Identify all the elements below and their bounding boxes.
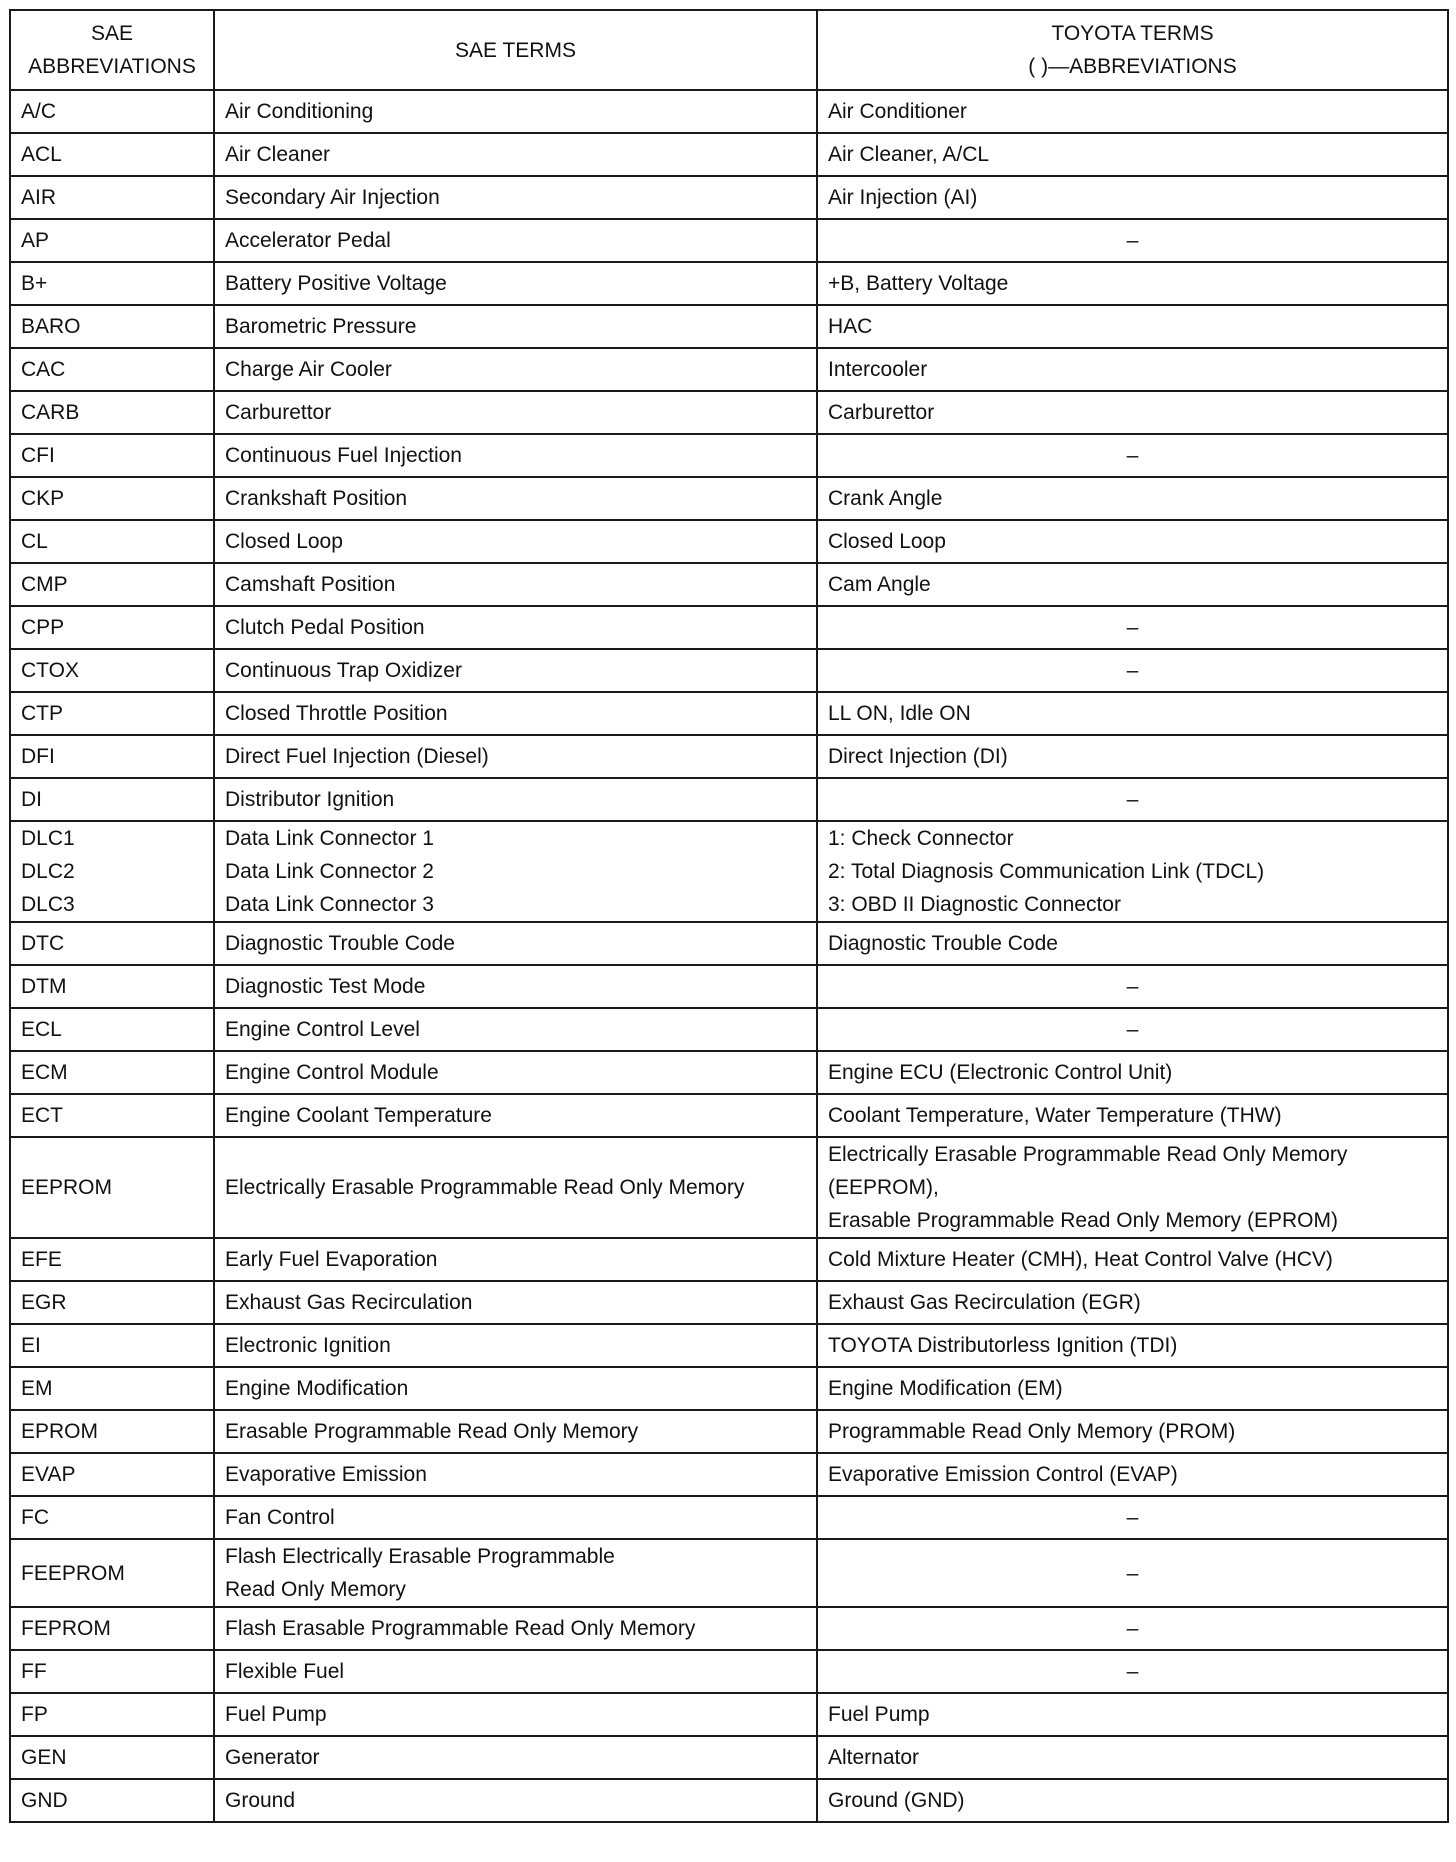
cell-text: Ground (GND) [828,1789,965,1812]
sae-term-cell [214,133,817,176]
cell-text: Air Injection (AI) [828,186,978,209]
abbreviation-cell [10,563,214,606]
cell-text: CPP [21,616,65,639]
abbreviation-cell [10,965,214,1008]
toyota-term-cell [817,692,1448,735]
cell-text: Generator [225,1746,320,1769]
cell-text: FC [21,1506,49,1529]
cell-text: DLC1 [21,827,75,850]
cell-text: Clutch Pedal Position [225,616,425,639]
table-row [10,1410,1448,1453]
toyota-term-cell [817,1137,1448,1238]
cell-text: Cam Angle [828,573,931,596]
cell-text: Closed Loop [828,530,946,553]
cell-text: 3: OBD II Diagnostic Connector [828,893,1121,916]
toyota-term-cell [817,1607,1448,1650]
sae-term-cell [214,305,817,348]
cell-text: BARO [21,315,81,338]
abbreviation-cell [10,1453,214,1496]
cell-text: Flash Electrically Erasable Programmable [225,1545,615,1568]
toyota-term-cell [817,477,1448,520]
cell-text: Charge Air Cooler [225,358,392,381]
toyota-term-cell [817,778,1448,821]
toyota-term-cell [817,649,1448,692]
cell-text: Air Conditioning [225,100,374,123]
toyota-term-cell [817,1539,1448,1607]
table-row [10,1736,1448,1779]
cell-text: 2: Total Diagnosis Communication Link (TDCL) [828,860,1265,883]
sae-term-cell [214,219,817,262]
cell-text: CAC [21,358,66,381]
toyota-term-cell [817,262,1448,305]
cell-text: Evaporative Emission [225,1463,427,1486]
cell-text: Programmable Read Only Memory (PROM) [828,1420,1236,1443]
toyota-term-cell [817,133,1448,176]
toyota-term-cell [817,1496,1448,1539]
cell-text: Diagnostic Trouble Code [828,932,1058,955]
cell-text: ECT [21,1104,63,1127]
toyota-term-cell [817,305,1448,348]
cell-text: AP [21,229,50,252]
table-row [10,1367,1448,1410]
toyota-term-cell [817,1453,1448,1496]
cell-text: Direct Injection (DI) [828,745,1008,768]
abbreviation-cell [10,262,214,305]
sae-term-cell [214,1539,817,1607]
cell-text: EI [21,1334,41,1357]
sae-term-cell [214,1137,817,1238]
table-row [10,219,1448,262]
toyota-term-cell [817,391,1448,434]
abbreviation-cell [10,133,214,176]
toyota-term-cell [817,219,1448,262]
cell-text: Data Link Connector 1 [225,827,434,850]
cell-text: – [1126,1617,1139,1640]
header-line: SAE [90,22,134,45]
toyota-term-cell [817,1736,1448,1779]
cell-text: – [1126,616,1139,639]
header-sae-abbreviations [10,10,214,90]
cell-text: Closed Loop [225,530,343,553]
table-row [10,1281,1448,1324]
cell-text: Air Cleaner, A/CL [828,143,990,166]
abbreviation-cell [10,1607,214,1650]
sae-term-cell [214,1453,817,1496]
table-row [10,821,1448,922]
cell-text: FF [21,1660,47,1683]
cell-text: EFE [21,1248,62,1271]
cell-text: DI [21,788,42,811]
abbreviation-cell [10,821,214,922]
table-row [10,606,1448,649]
cell-text: FEPROM [21,1617,111,1640]
table-row [10,176,1448,219]
header-sae-terms [214,10,817,90]
sae-term-cell [214,606,817,649]
toyota-term-cell [817,1324,1448,1367]
table-row [10,649,1448,692]
sae-term-cell [214,563,817,606]
table-row [10,563,1448,606]
table-row [10,434,1448,477]
cell-text: – [1126,444,1139,467]
table-body [10,90,1448,1822]
cell-text: DLC3 [21,893,75,916]
sae-term-cell [214,1367,817,1410]
table-row [10,922,1448,965]
table-row [10,477,1448,520]
abbreviation-cell [10,778,214,821]
table-row [10,1650,1448,1693]
cell-text: Read Only Memory [225,1578,406,1601]
header-line: ABBREVIATIONS [28,55,196,78]
cell-text: Early Fuel Evaporation [225,1248,438,1271]
cell-text: Crankshaft Position [225,487,408,510]
cell-text: Carburettor [828,401,935,424]
toyota-term-cell [817,1281,1448,1324]
sae-term-cell [214,649,817,692]
cell-text: LL ON, Idle ON [828,702,971,725]
cell-text: Secondary Air Injection [225,186,440,209]
cell-text: Fuel Pump [828,1703,930,1726]
sae-term-cell [214,1094,817,1137]
table-row [10,778,1448,821]
abbreviation-cell [10,90,214,133]
toyota-term-cell [817,1051,1448,1094]
cell-text: HAC [828,315,873,338]
abbreviation-cell [10,1238,214,1281]
table-row [10,1453,1448,1496]
cell-text: Electronic Ignition [225,1334,391,1357]
table-row [10,965,1448,1008]
header-row [10,10,1448,90]
abbreviations-table [9,9,1449,1823]
toyota-term-cell [817,1693,1448,1736]
cell-text: Erasable Programmable Read Only Memory [225,1420,639,1443]
cell-text: Engine Modification (EM) [828,1377,1063,1400]
table-row [10,1607,1448,1650]
sae-term-cell [214,262,817,305]
table-row [10,1539,1448,1607]
cell-text: GND [21,1789,68,1812]
toyota-term-cell [817,563,1448,606]
table-row [10,1137,1448,1238]
abbreviation-cell [10,1008,214,1051]
cell-text: EVAP [21,1463,76,1486]
cell-text: +B, Battery Voltage [828,272,1009,295]
abbreviation-cell [10,1281,214,1324]
table-row [10,133,1448,176]
toyota-term-cell [817,821,1448,922]
abbreviation-cell [10,1539,214,1607]
abbreviation-cell [10,1094,214,1137]
cell-text: CTP [21,702,63,725]
cell-text: – [1126,975,1139,998]
cell-text: Continuous Fuel Injection [225,444,462,467]
sae-term-cell [214,965,817,1008]
header-line: ( )—ABBREVIATIONS [1028,55,1237,78]
cell-text: Camshaft Position [225,573,396,596]
cell-text: Cold Mixture Heater (CMH), Heat Control Valve (HCV) [828,1248,1333,1271]
cell-text: Battery Positive Voltage [225,272,447,295]
cell-text: – [1126,1506,1139,1529]
sae-term-cell [214,176,817,219]
cell-text: Engine Modification [225,1377,409,1400]
cell-text: Evaporative Emission Control (EVAP) [828,1463,1178,1486]
abbreviation-cell [10,922,214,965]
abbreviation-cell [10,1736,214,1779]
sae-term-cell [214,1779,817,1822]
cell-text: ECL [21,1018,62,1041]
cell-text: Data Link Connector 2 [225,860,434,883]
table-row [10,692,1448,735]
abbreviation-cell [10,1324,214,1367]
cell-text: Exhaust Gas Recirculation (EGR) [828,1291,1141,1314]
cell-text: Fuel Pump [225,1703,327,1726]
sae-term-cell [214,391,817,434]
abbreviation-cell [10,692,214,735]
toyota-term-cell [817,1008,1448,1051]
cell-text: Engine ECU (Electronic Control Unit) [828,1061,1173,1084]
abbreviation-cell [10,434,214,477]
cell-text: CFI [21,444,55,467]
table-row [10,305,1448,348]
cell-text: ECM [21,1061,68,1084]
abbreviation-cell [10,348,214,391]
cell-text: – [1126,1660,1139,1683]
cell-text: FP [21,1703,48,1726]
abbreviation-cell [10,520,214,563]
cell-text: (EEPROM), [828,1176,939,1199]
cell-text: Exhaust Gas Recirculation [225,1291,473,1314]
cell-text: ACL [21,143,62,166]
cell-text: Electrically Erasable Programmable Read Only Memory [828,1143,1348,1166]
abbreviation-cell [10,176,214,219]
table-row [10,90,1448,133]
sae-term-cell [214,520,817,563]
cell-text: AIR [21,186,57,209]
abbreviation-cell [10,1410,214,1453]
table-header [10,10,1448,90]
abbreviation-sheet [9,9,1447,1823]
cell-text: Accelerator Pedal [225,229,391,252]
cell-text: Erasable Programmable Read Only Memory (EPROM) [828,1209,1338,1232]
cell-text: EPROM [21,1420,99,1443]
sae-term-cell [214,922,817,965]
table-row [10,348,1448,391]
cell-text: Electrically Erasable Programmable Read Only Memory [225,1176,745,1199]
sae-term-cell [214,1693,817,1736]
toyota-term-cell [817,965,1448,1008]
cell-text: EEPROM [21,1176,113,1199]
abbreviation-cell [10,649,214,692]
cell-text: Barometric Pressure [225,315,417,338]
sae-term-cell [214,348,817,391]
sae-term-cell [214,1324,817,1367]
toyota-term-cell [817,1238,1448,1281]
cell-text: Crank Angle [828,487,943,510]
sae-term-cell [214,692,817,735]
cell-text: – [1126,1018,1139,1041]
sae-term-cell [214,735,817,778]
abbreviation-cell [10,305,214,348]
abbreviation-cell [10,735,214,778]
cell-text: EM [21,1377,53,1400]
abbreviation-cell [10,1051,214,1094]
toyota-term-cell [817,1367,1448,1410]
header-toyota-terms [817,10,1448,90]
toyota-term-cell [817,922,1448,965]
cell-text: Direct Fuel Injection (Diesel) [225,745,489,768]
cell-text: Air Conditioner [828,100,967,123]
cell-text: Air Cleaner [225,143,331,166]
abbreviation-cell [10,1137,214,1238]
cell-text: Diagnostic Trouble Code [225,932,455,955]
toyota-term-cell [817,1410,1448,1453]
cell-text: CTOX [21,659,79,682]
cell-text: Engine Control Level [225,1018,420,1041]
table-row [10,262,1448,305]
toyota-term-cell [817,735,1448,778]
header-line: TOYOTA TERMS [1051,22,1214,45]
cell-text: Coolant Temperature, Water Temperature (THW) [828,1104,1282,1127]
toyota-term-cell [817,1650,1448,1693]
table-row [10,1324,1448,1367]
table-row [10,1693,1448,1736]
toyota-term-cell [817,1779,1448,1822]
cell-text: – [1126,229,1139,252]
cell-text: GEN [21,1746,67,1769]
cell-text: Engine Coolant Temperature [225,1104,492,1127]
cell-text: Ground [225,1789,296,1812]
table-row [10,520,1448,563]
sae-term-cell [214,90,817,133]
table-row [10,1051,1448,1094]
toyota-term-cell [817,434,1448,477]
abbreviation-cell [10,1779,214,1822]
cell-text: DLC2 [21,860,75,883]
cell-text: Continuous Trap Oxidizer [225,659,462,682]
table-row [10,1496,1448,1539]
sae-term-cell [214,821,817,922]
sae-term-cell [214,1008,817,1051]
cell-text: Intercooler [828,358,928,381]
sae-term-cell [214,434,817,477]
abbreviation-cell [10,606,214,649]
toyota-term-cell [817,606,1448,649]
cell-text: Fan Control [225,1506,335,1529]
cell-text: Engine Control Module [225,1061,439,1084]
abbreviation-cell [10,1650,214,1693]
table-row [10,1779,1448,1822]
toyota-term-cell [817,1094,1448,1137]
table-row [10,391,1448,434]
sae-term-cell [214,477,817,520]
cell-text: 1: Check Connector [828,827,1014,850]
cell-text: CMP [21,573,68,596]
sae-term-cell [214,778,817,821]
sae-term-cell [214,1410,817,1453]
table-row [10,1238,1448,1281]
sae-term-cell [214,1496,817,1539]
toyota-term-cell [817,176,1448,219]
cell-text: Distributor Ignition [225,788,395,811]
cell-text: Closed Throttle Position [225,702,448,725]
abbreviation-cell [10,477,214,520]
cell-text: Carburettor [225,401,332,424]
cell-text: – [1126,788,1139,811]
cell-text: Diagnostic Test Mode [225,975,426,998]
sae-term-cell [214,1736,817,1779]
cell-text: CL [21,530,48,553]
sae-term-cell [214,1607,817,1650]
table-row [10,735,1448,778]
cell-text: DFI [21,745,55,768]
cell-text: Data Link Connector 3 [225,893,434,916]
toyota-term-cell [817,520,1448,563]
toyota-term-cell [817,348,1448,391]
cell-text: A/C [21,100,57,123]
cell-text: EGR [21,1291,67,1314]
sae-term-cell [214,1051,817,1094]
toyota-term-cell [817,90,1448,133]
cell-text: Alternator [828,1746,920,1769]
sae-term-cell [214,1650,817,1693]
cell-text: – [1126,659,1139,682]
sae-term-cell [214,1281,817,1324]
sae-term-cell [214,1238,817,1281]
abbreviation-cell [10,1693,214,1736]
cell-text: TOYOTA Distributorless Ignition (TDI) [828,1334,1178,1357]
abbreviation-cell [10,1367,214,1410]
cell-text: CARB [21,401,80,424]
header-line: SAE TERMS [455,38,576,62]
cell-text: DTM [21,975,67,998]
abbreviation-cell [10,1496,214,1539]
table-row [10,1008,1448,1051]
abbreviation-cell [10,219,214,262]
table-row [10,1094,1448,1137]
cell-text: CKP [21,487,65,510]
cell-text: Flexible Fuel [225,1660,345,1683]
abbreviation-cell [10,391,214,434]
cell-text: Flash Erasable Programmable Read Only Memory [225,1617,696,1640]
cell-text: FEEPROM [21,1561,125,1585]
cell-text: – [1126,1561,1139,1585]
cell-text: B+ [21,272,48,295]
cell-text: DTC [21,932,65,955]
